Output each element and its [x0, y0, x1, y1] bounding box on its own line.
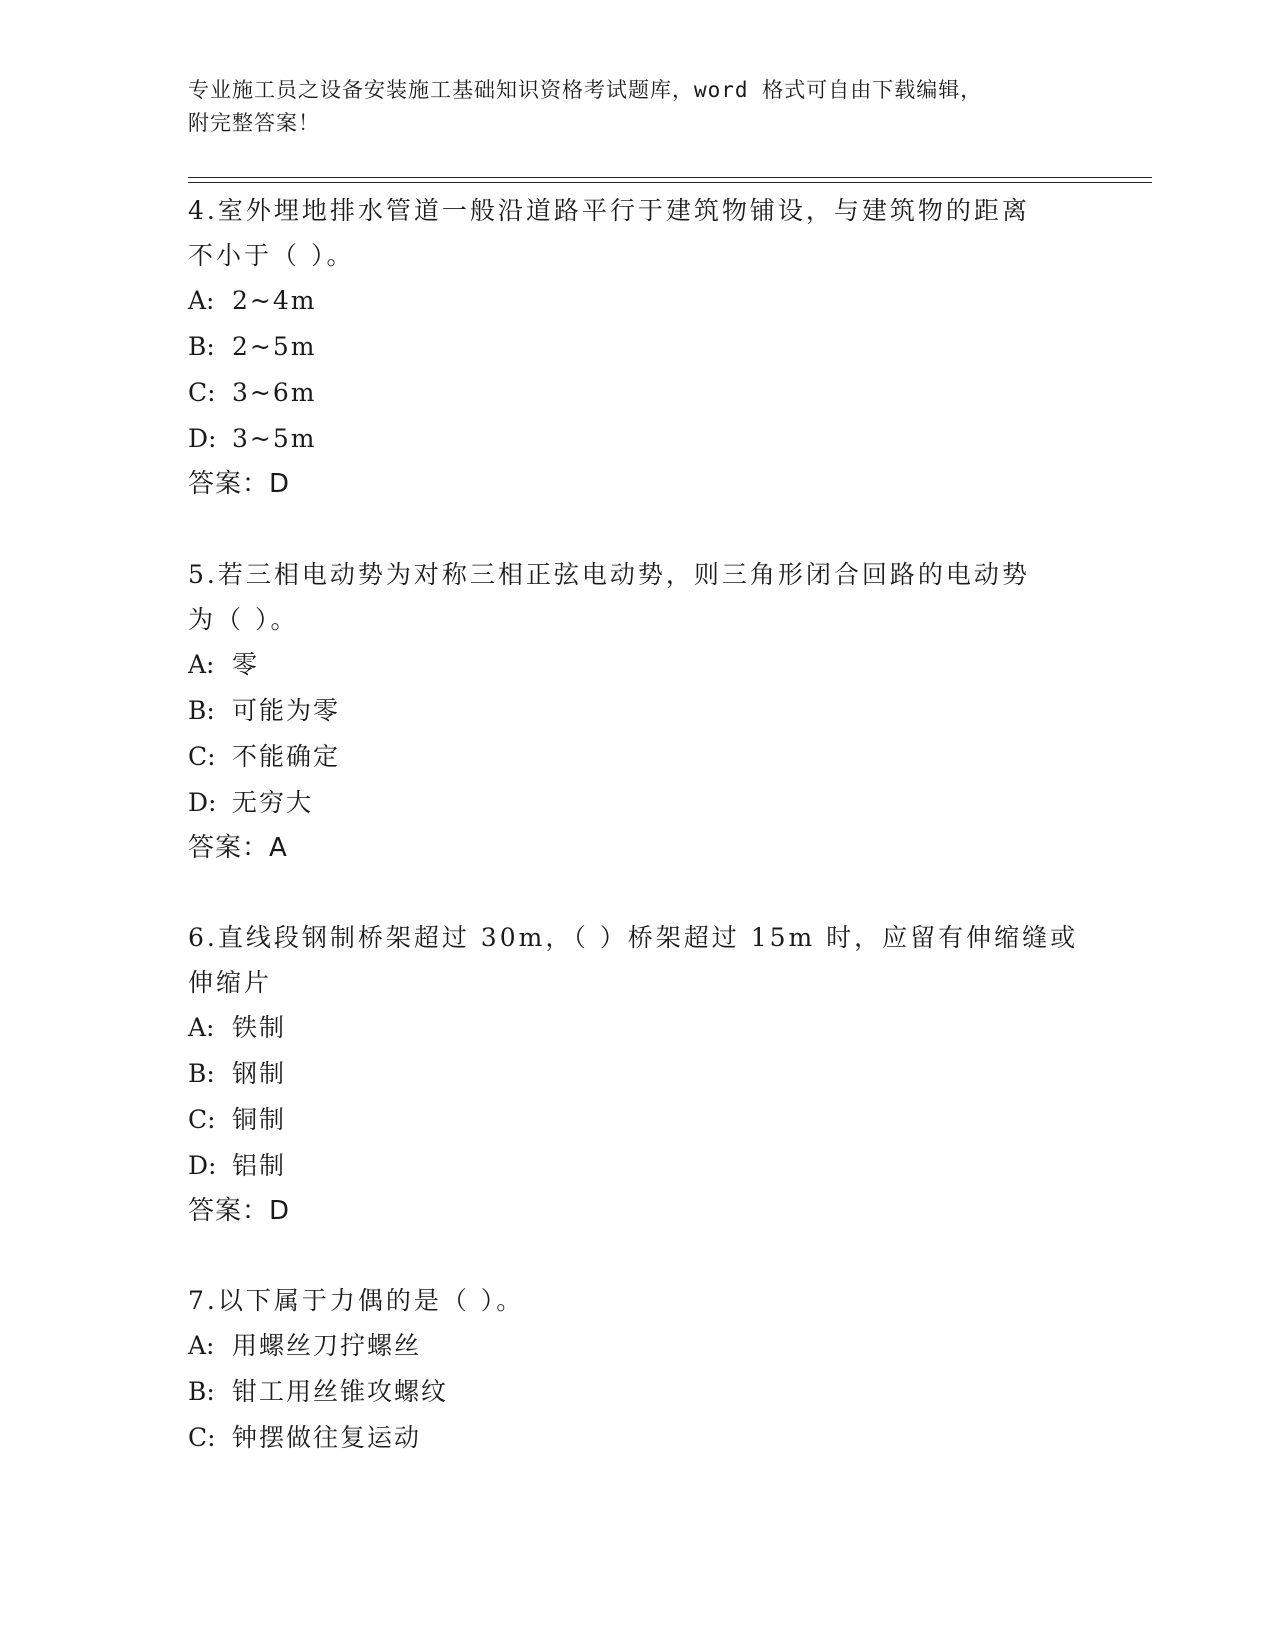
- question-stem-line: 6.直线段钢制桥架超过 30m，（ ）桥架超过 15m 时，应留有伸缩缝或: [188, 923, 1079, 952]
- option-label: B:: [188, 1377, 215, 1406]
- option-a: [188, 1323, 1088, 1369]
- question-6: [188, 915, 1088, 1233]
- question-stem-line: 7.以下属于力偶的是（ ）。: [188, 1286, 525, 1315]
- option-b: [188, 1369, 1088, 1415]
- option-text: 铝制: [232, 1151, 287, 1180]
- option-a: [188, 1005, 1088, 1051]
- question-stem-line: 4.室外埋地排水管道一般沿道路平行于建筑物铺设，与建筑物的距离: [188, 196, 1030, 225]
- option-d: [188, 416, 1088, 462]
- option-label: D:: [188, 424, 217, 453]
- option-b: [188, 324, 1088, 370]
- option-d: [188, 1143, 1088, 1189]
- question-stem-line: 不小于（ ）。: [188, 241, 355, 270]
- question-5: [188, 552, 1088, 870]
- option-label: A:: [188, 1331, 215, 1360]
- option-text: 无穷大: [232, 788, 314, 817]
- option-text: 不能确定: [232, 742, 341, 771]
- option-text: 3~5m: [232, 424, 317, 453]
- answer-line: 答案：D: [188, 469, 291, 499]
- option-text: 3~6m: [232, 378, 317, 407]
- option-a: [188, 642, 1088, 688]
- option-text: 可能为零: [232, 696, 341, 725]
- option-text: 用螺丝刀拧螺丝: [232, 1331, 422, 1360]
- option-label: D:: [188, 788, 217, 817]
- option-label: B:: [188, 332, 215, 361]
- option-a: [188, 278, 1088, 324]
- option-label: A:: [188, 286, 215, 315]
- option-d: [188, 780, 1088, 826]
- question-4: [188, 188, 1088, 506]
- option-text: 零: [232, 650, 260, 679]
- option-text: 2~4m: [232, 286, 317, 315]
- document-header: [188, 74, 1068, 140]
- option-label: B:: [188, 696, 215, 725]
- option-label: C:: [188, 1423, 216, 1452]
- option-label: C:: [188, 742, 216, 771]
- option-text: 钳工用丝锥攻螺纹: [232, 1377, 449, 1406]
- header-divider-bottom: [188, 182, 1152, 183]
- option-c: [188, 1097, 1088, 1143]
- option-text: 铁制: [232, 1013, 287, 1042]
- option-b: [188, 1051, 1088, 1097]
- header-divider-top: [188, 177, 1152, 178]
- question-stem-line: 5.若三相电动势为对称三相正弦电动势，则三角形闭合回路的电动势: [188, 560, 1030, 589]
- option-label: D:: [188, 1151, 217, 1180]
- option-b: [188, 688, 1088, 734]
- answer-line: 答案：A: [188, 833, 288, 863]
- option-label: A:: [188, 650, 215, 679]
- header-line-2: 附完整答案！: [188, 111, 320, 135]
- option-label: A:: [188, 1013, 215, 1042]
- option-c: [188, 370, 1088, 416]
- option-text: 铜制: [232, 1105, 287, 1134]
- option-label: B:: [188, 1059, 215, 1088]
- question-7: [188, 1278, 1088, 1461]
- option-c: [188, 734, 1088, 780]
- question-stem-line: 为（ ）。: [188, 605, 299, 634]
- option-text: 钢制: [232, 1059, 287, 1088]
- option-text: 2~5m: [232, 332, 317, 361]
- question-stem-line: 伸缩片: [188, 968, 273, 997]
- option-label: C:: [188, 1105, 216, 1134]
- option-label: C:: [188, 378, 216, 407]
- header-line-1: 专业施工员之设备安装施工基础知识资格考试题库，word 格式可自由下载编辑，: [188, 78, 983, 102]
- answer-line: 答案：D: [188, 1196, 291, 1226]
- option-c: [188, 1415, 1088, 1461]
- option-text: 钟摆做往复运动: [232, 1423, 422, 1452]
